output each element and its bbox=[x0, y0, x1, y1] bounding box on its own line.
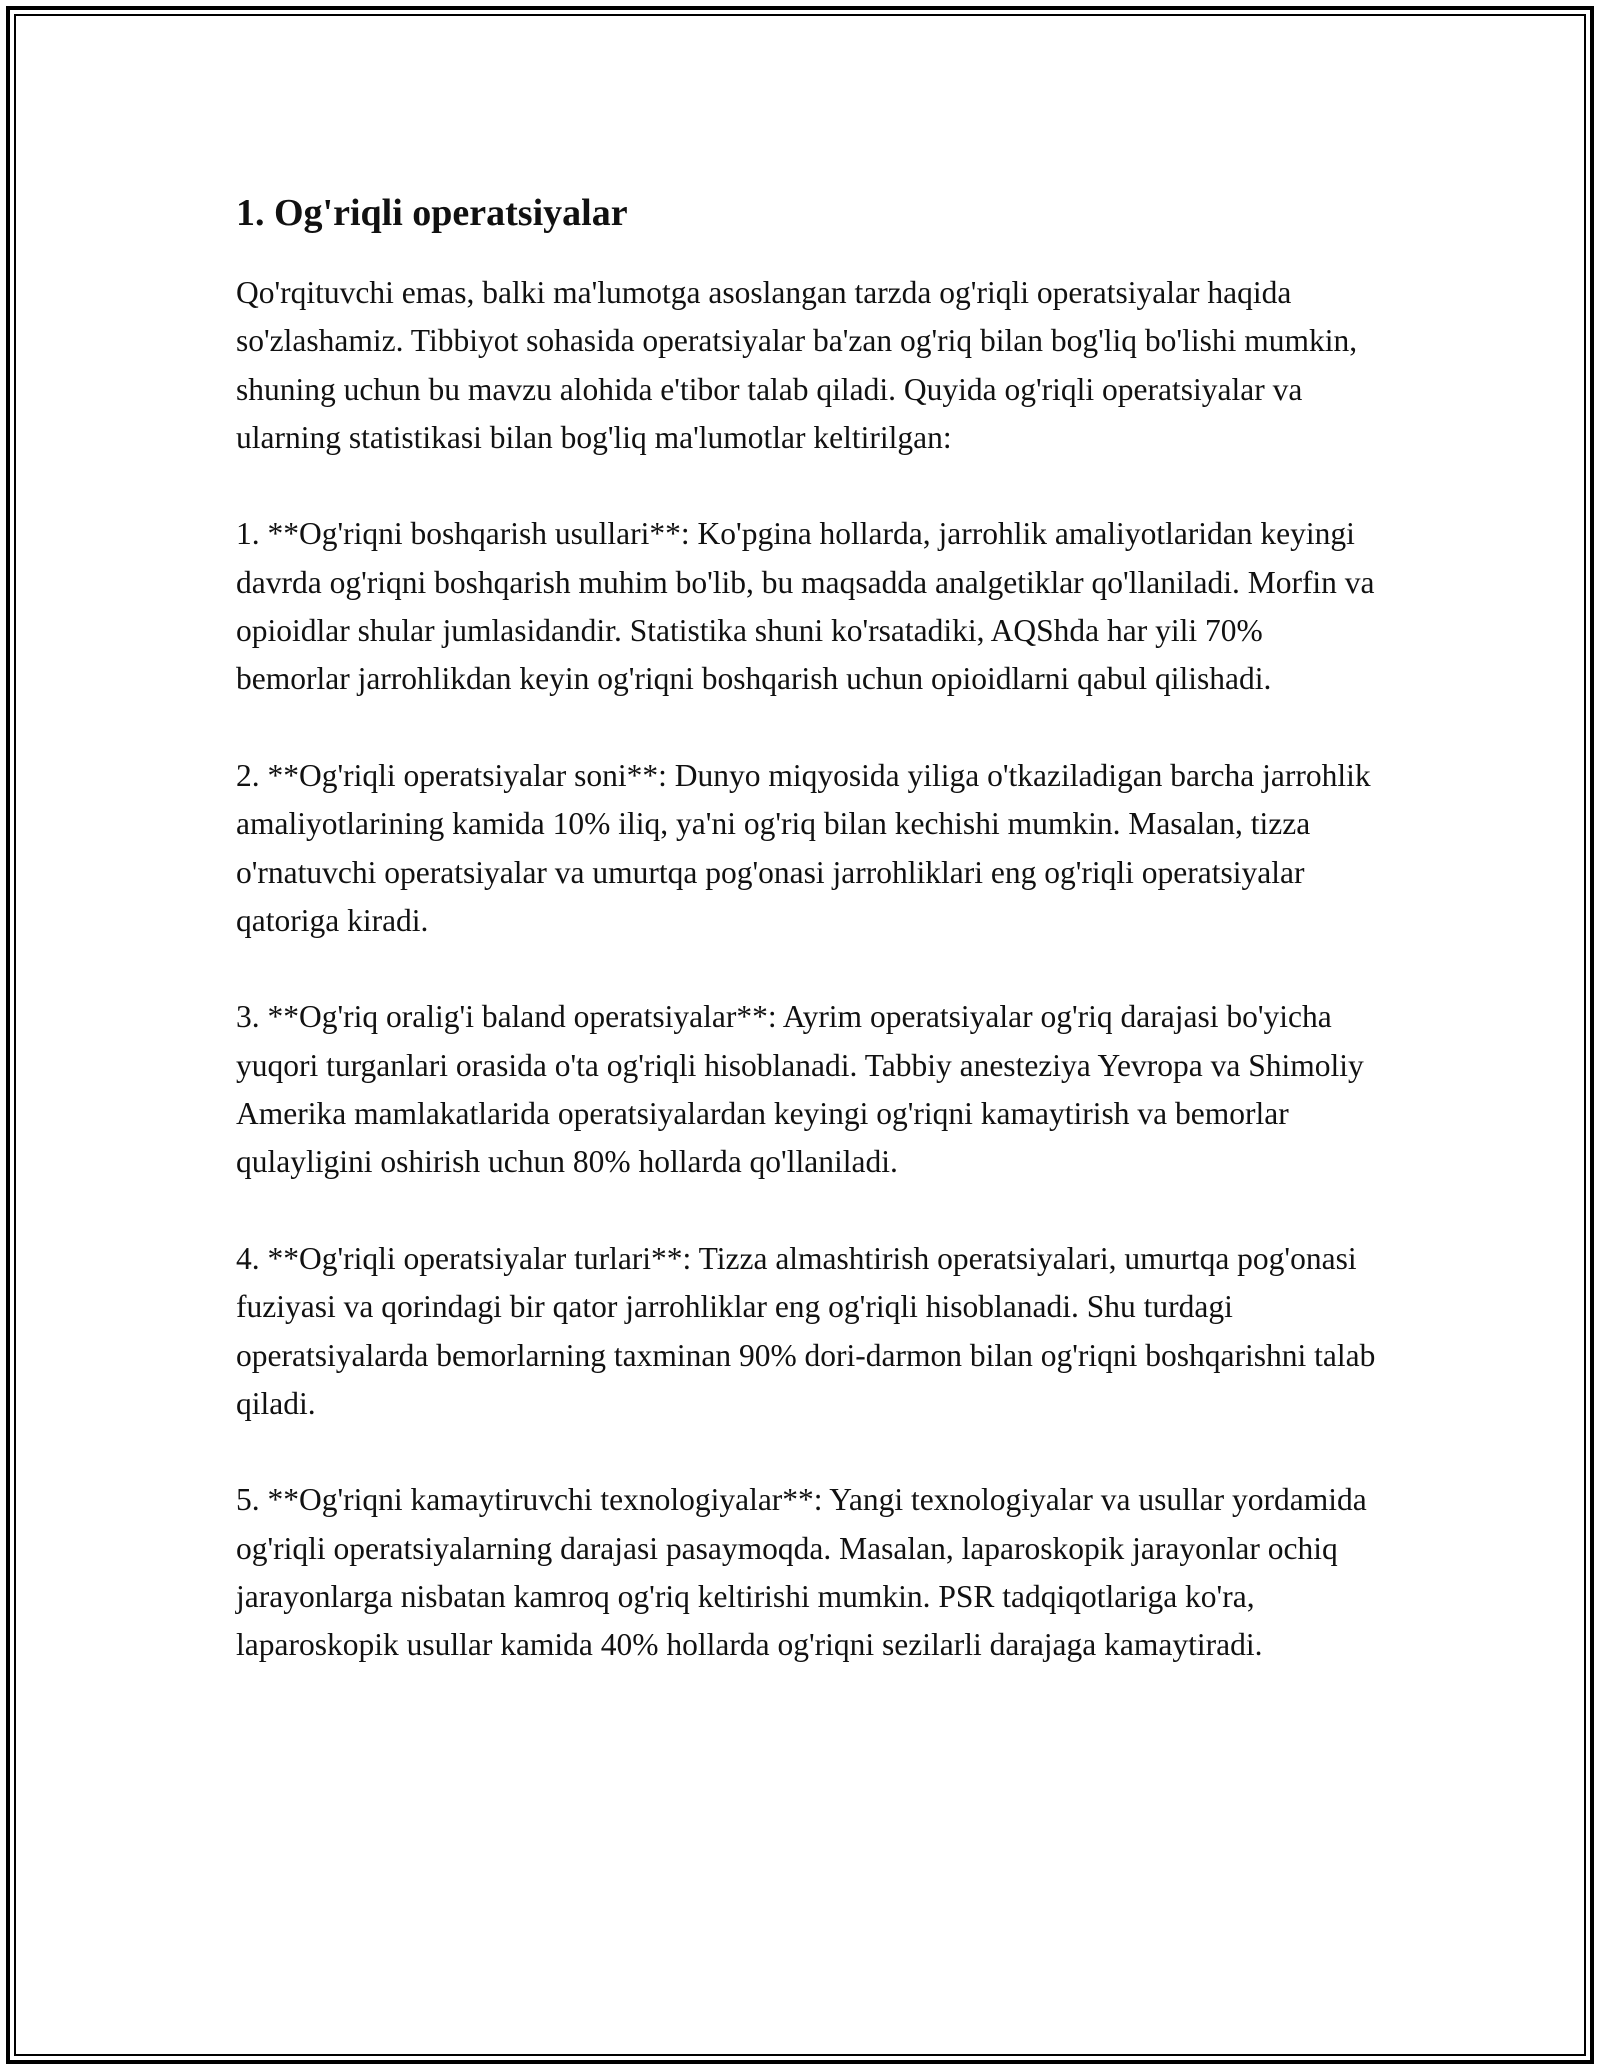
list-item-high-pain-operations: 3. **Og'riq oralig'i baland operatsiyalar**: Ayrim operatsiyalar og'riq darajasi bo'yicha yuqori turganlari orasida o'ta og'riqli hisoblanadi. Tabbiy anesteziya Yevropa va Shimoliy Amerika mamlakatlarida operatsiyalardan keyingi og'riqni kamaytirish va bemorlar qulayligini oshirish uchun 80% hollarda qo'llaniladi. bbox=[236, 999, 1364, 1180]
document-title: 1. Og'riqli operatsiyalar bbox=[236, 192, 628, 234]
list-item-operation-count: 2. **Og'riqli operatsiyalar soni**: Dunyo miqyosida yiliga o'tkaziladigan barcha jarrohlik amaliyotlarining kamida 10% iliq, ya'ni og'riq bilan kechishi mumkin. Masalan, tizza o'rnatuvchi operatsiyalar va umurtqa pog'onasi jarrohliklari eng og'riqli operatsiyalar qatoriga kiradi. bbox=[236, 757, 1371, 938]
list-item-pain-management: 1. **Og'riqni boshqarish usullari**: Ko'pgina hollarda, jarrohlik amaliyotlaridan keyingi davrda og'riqni boshqarish muhim bo'lib, bu maqsadda analgetiklar qo'llaniladi. Morfin va opioidlar shular jumlasidandir. Statistika shuni ko'rsatadiki, AQShda har yili 70% bemorlar jarrohlikdan keyin og'riqni boshqarish uchun opioidlarni qabul qilishadi. bbox=[236, 516, 1375, 697]
intro-paragraph: Qo'rqituvchi emas, balki ma'lumotga asoslangan tarzda og'riqli operatsiyalar haqida so'zlashamiz. Tibbiyot sohasida operatsiyalar ba'zan og'riq bilan bog'liq bo'lishi mumkin, shuning uchun bu mavzu alohida e'tibor talab qiladi. Quyida og'riqli operatsiyalar va ularning statistikasi bilan bog'liq ma'lumotlar keltirilgan: bbox=[236, 275, 1358, 455]
list-item-operation-types: 4. **Og'riqli operatsiyalar turlari**: Tizza almashtirish operatsiyalari, umurtqa pog'onasi fuziyasi va qorindagi bir qator jarrohliklar eng og'riqli hisoblanadi. Shu turdagi operatsiyalarda bemorlarning taxminan 90% dori-darmon bilan og'riqni boshqarishni talab qiladi. bbox=[236, 1240, 1376, 1421]
document-body bbox=[236, 185, 1376, 1670]
list-item-pain-reducing-technologies: 5. **Og'riqni kamaytiruvchi texnologiyalar**: Yangi texnologiyalar va usullar yordamida og'riqli operatsiyalarning darajasi pasaymoqda. Masalan, laparoskopik jarayonlar ochiq jarayonlarga nisbatan kamroq og'riq keltirishi mumkin. PSR tadqiqotlariga ko'ra, laparoskopik usullar kamida 40% hollarda og'riqni sezilarli darajaga kamaytiradi. bbox=[236, 1482, 1367, 1663]
